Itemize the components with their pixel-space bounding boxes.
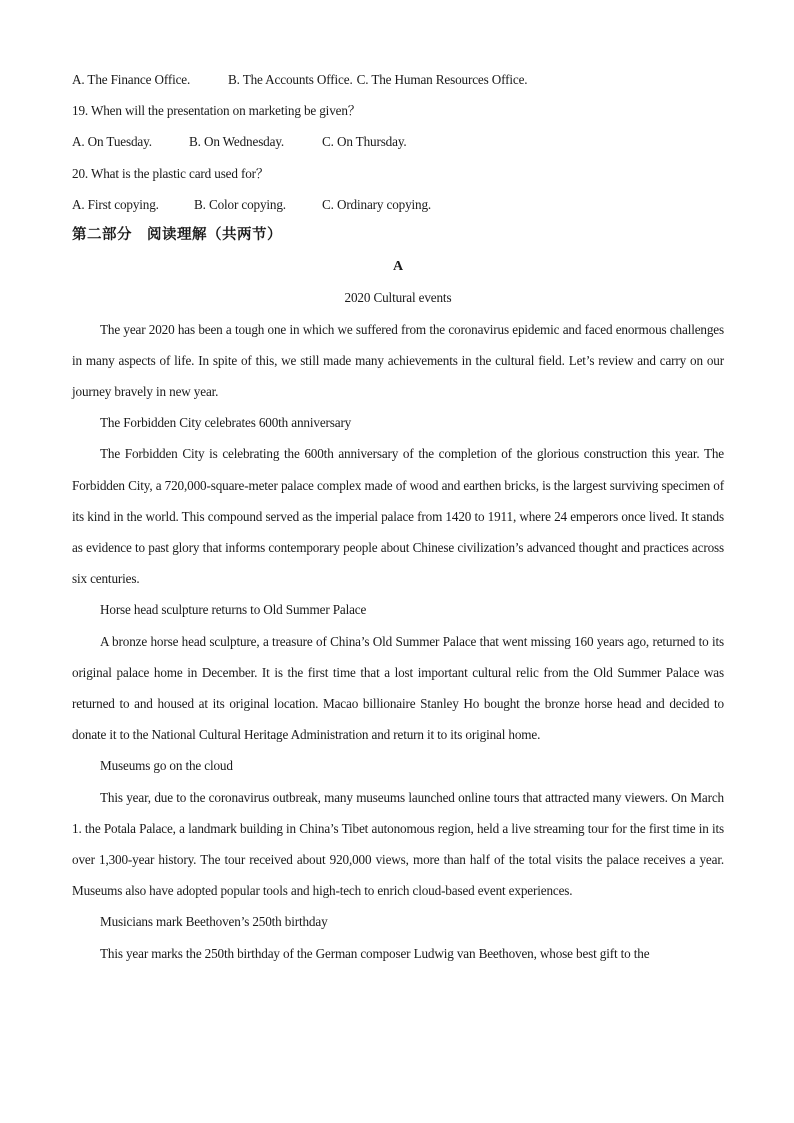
subheading-forbidden-city: The Forbidden City celebrates 600th anniversary (100, 415, 352, 431)
q18-options-row (72, 64, 724, 95)
q19-question: 19. When will the presentation on marketing be given？ (72, 103, 361, 119)
q18-option-b: B. The Accounts Office. (228, 72, 353, 87)
forbidden-city-text: The Forbidden City is celebrating the 600th anniversary of the completion of the glorious construction this year. The Forbidden City, a 720,000-square-meter palace complex made of wood and earthen bricks, is the largest surviving specimen of its kind in the world. This compound served as the imperial palace from 1420 to 1911, where 24 emperors once lived. It stands as evidence to past glory that informs contemporary people about Chinese civilization’s advanced thought and practices across six centuries. (72, 446, 724, 587)
subheading-beethoven: Musicians mark Beethoven’s 250th birthday (100, 914, 328, 930)
intro-text: The year 2020 has been a tough one in which we suffered from the coronavirus epidemic and faced enormous challenges in many aspects of life. In spite of this, we still made many achievements in the cultural field. Let’s review and carry on our journey bravely in new year. (72, 321, 724, 399)
q18-option-c: C. The Human Resources Office. (356, 72, 528, 87)
beethoven-text: This year marks the 250th birthday of the German composer Ludwig van Beethoven, whose best gift to the (100, 945, 650, 961)
horse-head-text: A bronze horse head sculpture, a treasure of China’s Old Summer Palace that went missing 160 years ago, returned to its original palace home in December. It is the first time that a lost important cultural relic from the Old Summer Palace was returned to and housed at its original location. Macao billionaire Stanley Ho bought the bronze horse head and decided to donate it to the National Cultural Heritage Administration and return it to its original home. (72, 633, 724, 743)
q20-option-b: B. Color copying. (194, 196, 286, 212)
passage-letter: A (393, 259, 403, 275)
passage-title: 2020 Cultural events (344, 290, 452, 306)
subheading-museums: Museums go on the cloud (100, 758, 233, 774)
q19-options-row (72, 126, 724, 157)
paragraph-beethoven (72, 938, 724, 969)
q20-question: 20. What is the plastic card used for？ (72, 165, 269, 181)
paragraph-museums (72, 782, 724, 907)
subheading-horse-head: Horse head sculpture returns to Old Summer Palace (100, 602, 367, 618)
q19-option-c: C. On Thursday. (322, 134, 407, 150)
q19-option-a: A. On Tuesday. (72, 134, 152, 150)
document-page (72, 64, 724, 969)
paragraph-horse-head (72, 626, 724, 751)
paragraph-forbidden-city (72, 438, 724, 594)
q18-option-a: A. The Finance Office. (72, 72, 191, 87)
museums-text: This year, due to the coronavirus outbreak, many museums launched online tours that attracted many viewers. On March 1. the Potala Palace, a landmark building in China’s Tibet autonomous region, held a live streaming tour for the first time in its over 1,300-year history. The tour received about 920,000 views, more than half of the total visits the palace receives a year. Museums also have adopted popular tools and high-tech to enrich cloud-based event experiences. (72, 789, 724, 899)
q20-option-a: A. First copying. (72, 196, 159, 212)
section-title: 第二部分 阅读理解（共两节） (72, 226, 282, 243)
q20-option-c: C. Ordinary copying. (322, 196, 432, 212)
q19-option-b: B. On Wednesday. (189, 134, 285, 150)
passage-intro (72, 314, 724, 408)
q20-options-row (72, 189, 724, 220)
